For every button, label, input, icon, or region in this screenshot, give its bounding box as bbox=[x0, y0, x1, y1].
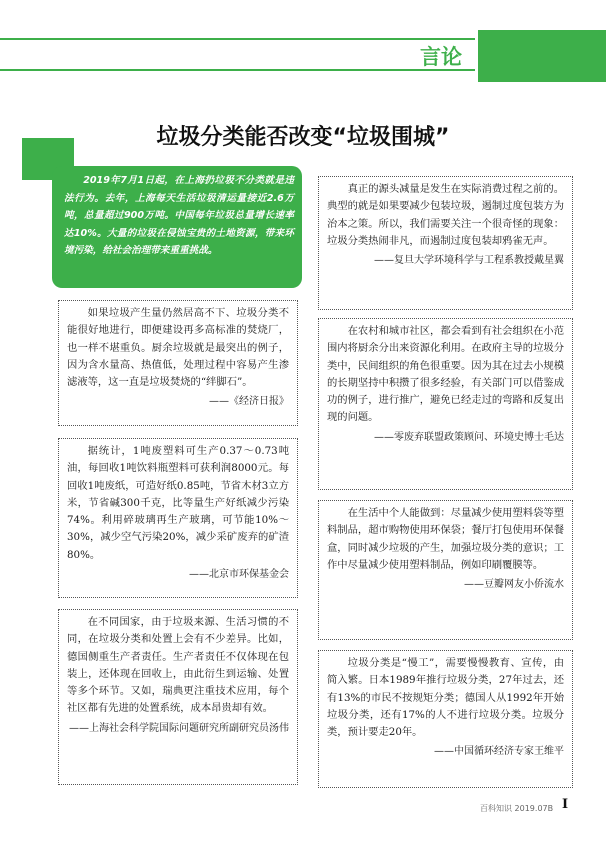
header-rule-top bbox=[0, 38, 475, 40]
quote-source: ——上海社会科学院国际问题研究所副研究员汤伟 bbox=[69, 722, 289, 734]
quote-text: 如果垃圾产生量仍然居高不下、垃圾分类不能很好地进行，即便建设再多高标准的焚烧厂，也一样不堪重负。厨余垃圾就是最突出的例子，因为含水量高、热值低，处理过程中容易产生渗滤液等，这一直是垃圾焚烧的“绊脚石”。 bbox=[67, 307, 289, 389]
quote-text: 在生活中个人能做到：尽量减少使用塑料袋等塑料制品，超市购物使用环保袋；餐厅打包使用环保餐盒，同时减少垃圾的产生，加强垃圾分类的意识；工作中尽量减少使用塑料制品，例如印刷覆膜等。 bbox=[327, 507, 564, 571]
quote-box bbox=[318, 500, 573, 640]
page-title: 垃圾分类能否改变“垃圾围城” bbox=[156, 125, 450, 150]
quote-source: ——中国循环经济专家王维平 bbox=[434, 746, 564, 758]
quote-source: ——复旦大学环境科学与工程系教授戴星翼 bbox=[374, 255, 564, 267]
quote-text: 在农村和城市社区，都会看到有社会组织在小范围内将厨余分出来资源化利用。在政府主导的垃圾分类中，民间组织的角色很重要。因为其在过去小规模的长期坚持中积攒了很多经验，有关部门可以借鉴成功的例子，进行推广，避免已经走过的弯路和反复出现的问题。 bbox=[327, 325, 564, 424]
section-label: 言论 bbox=[420, 45, 462, 69]
quote-text: 真正的源头减量是发生在实际消费过程之前的。典型的就是如果要减少包装垃圾，遏制过度包装方为治本之策。所以，我们需要关注一个很奇怪的现象：垃圾分类热闹非凡，而遏制过度包装却鸦雀无声。 bbox=[327, 183, 564, 247]
quote-box bbox=[318, 176, 573, 310]
quote-text: 在不同国家，由于垃圾来源、生活习惯的不同，在垃圾分类和处置上会有不少差异。比如，德国侧重生产者责任。生产者责任不仅体现在包装上，还体现在回收上，由此衍生到运输、处置等多个环节。又如，瑞典更注重技术应用，每个社区都有先进的处置系统，成本昂贵却有效。 bbox=[67, 616, 289, 715]
quote-text: 垃圾分类是“慢工”，需要慢慢教育、宣传，由简入繁。日本1989年推行垃圾分类，27年过去，还有13%的市民不按规矩分类；德国人从1992年开始垃圾分类，还有17%的人不进行垃圾分类。垃圾分类，预计要走20年。 bbox=[327, 657, 564, 739]
quote-box bbox=[318, 650, 573, 788]
quote-box bbox=[58, 300, 298, 426]
quote-text: 据统计，1吨废塑料可生产0.37～0.73吨油，每回收1吨饮料瓶塑料可获利润8000元。每回收1吨废纸，可造好纸0.85吨，节省木材3立方米，节省碱300千克，比等量生产好纸减少污染74%。利用碎玻璃再生产玻璃，可节能10%～30%，减少空气污染20%，减少采矿废弃的矿渣80%。 bbox=[67, 445, 289, 561]
quote-box bbox=[58, 609, 298, 785]
quote-source: ——《经济日报》 bbox=[209, 396, 289, 408]
page-number: I bbox=[562, 797, 569, 812]
quote-box bbox=[318, 318, 573, 490]
journal-name: 百科知识 2019.07B bbox=[480, 804, 554, 813]
quote-box bbox=[58, 438, 298, 598]
header-rule-bottom bbox=[0, 69, 475, 71]
summary-card bbox=[52, 166, 302, 288]
quote-source: ——零废弃联盟政策顾问、环境史博士毛达 bbox=[374, 431, 564, 443]
section-color-block bbox=[478, 30, 606, 82]
quote-source: ——北京市环保基金会 bbox=[189, 569, 289, 581]
quote-source: ——豆瓣网友小侨流水 bbox=[464, 579, 564, 591]
summary-text: 2019年7月1日起，在上海扔垃圾不分类就是违法行为。去年，上海每天生活垃圾清运量接近2.6万吨，总量超过900万吨。中国每年垃圾总量增长速率达10%。大量的垃圾在侵蚀宝贵的土地资源，带来环境污染，给社会治理带来重重挑战。 bbox=[64, 175, 294, 256]
